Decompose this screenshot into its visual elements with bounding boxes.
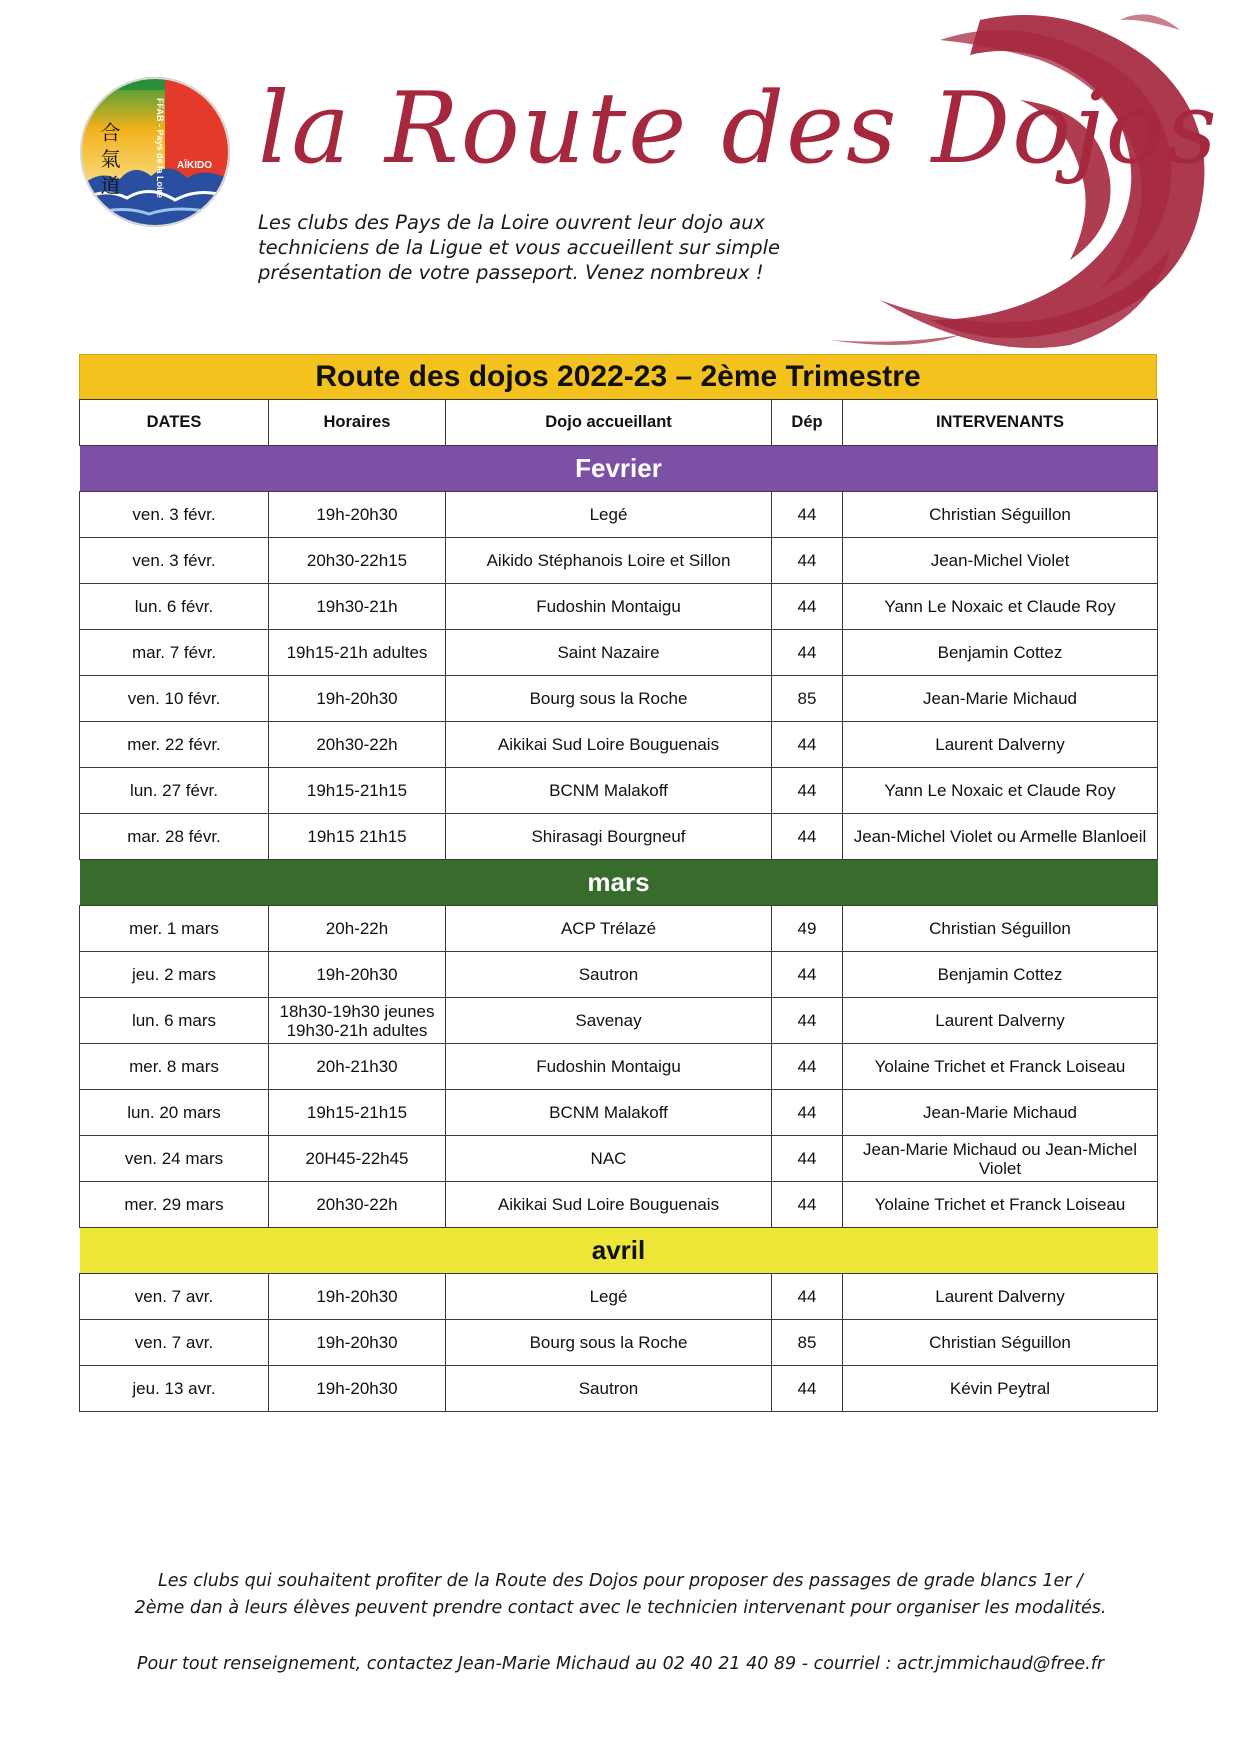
dojo-cell: Legé	[446, 492, 772, 538]
intervenants-cell: Yann Le Noxaic et Claude Roy	[843, 768, 1158, 814]
dojo-cell: Aikikai Sud Loire Bouguenais	[446, 722, 772, 768]
horaires-cell: 19h15-21h15	[269, 768, 446, 814]
horaires-cell: 19h-20h30	[269, 1274, 446, 1320]
date-cell: ven. 7 avr.	[80, 1274, 269, 1320]
footer-contact: Pour tout renseignement, contactez Jean-Marie Michaud au 02 40 21 40 89 - courriel : actr.jmmichaud@free.fr	[136, 1654, 1105, 1674]
logo-badge-text: AÏKIDO	[177, 160, 212, 171]
horaires-cell: 20H45-22h45	[269, 1136, 446, 1182]
table-row	[80, 492, 1158, 538]
horaires-cell: 19h-20h30	[269, 676, 446, 722]
date-cell: mer. 1 mars	[80, 906, 269, 952]
date-cell: lun. 6 févr.	[80, 584, 269, 630]
date-cell: lun. 6 mars	[80, 998, 269, 1044]
intervenants-cell: Christian Séguillon	[843, 492, 1158, 538]
schedule-title: Route des dojos 2022-23 – 2ème Trimestre	[79, 354, 1157, 399]
dep-cell: 44	[772, 722, 843, 768]
intervenants-cell: Yolaine Trichet et Franck Loiseau	[843, 1044, 1158, 1090]
logo-ring-text: FFAB - Pays de la Loire	[155, 98, 165, 199]
intervenants-cell: Benjamin Cottez	[843, 952, 1158, 998]
schedule-body	[80, 446, 1158, 1412]
table-row	[80, 1320, 1158, 1366]
horaires-cell: 20h30-22h	[269, 1182, 446, 1228]
date-cell: ven. 3 févr.	[80, 538, 269, 584]
dep-cell: 44	[772, 630, 843, 676]
dojo-cell: NAC	[446, 1136, 772, 1182]
dep-cell: 44	[772, 1182, 843, 1228]
dep-cell: 44	[772, 1090, 843, 1136]
dojo-cell: Legé	[446, 1274, 772, 1320]
table-row	[80, 1182, 1158, 1228]
intro-line: Les clubs des Pays de la Loire ouvrent leur dojo aux	[258, 211, 766, 234]
month-label: avril	[80, 1228, 1158, 1274]
table-row	[80, 814, 1158, 860]
date-cell: mer. 8 mars	[80, 1044, 269, 1090]
dep-cell: 44	[772, 1274, 843, 1320]
date-cell: ven. 3 févr.	[80, 492, 269, 538]
table-row	[80, 676, 1158, 722]
intervenants-cell: Jean-Marie Michaud ou Jean-Michel Violet	[843, 1136, 1158, 1182]
dep-cell: 49	[772, 906, 843, 952]
page-title: la Route des Dojos	[258, 72, 1219, 186]
month-label: mars	[80, 860, 1158, 906]
dep-cell: 44	[772, 1366, 843, 1412]
footer-note-line: Les clubs qui souhaitent profiter de la Route des Dojos pour proposer des passages de grade blancs 1er /	[158, 1571, 1083, 1591]
dep-cell: 85	[772, 1320, 843, 1366]
horaires-cell: 19h15-21h15	[269, 1090, 446, 1136]
table-row	[80, 1366, 1158, 1412]
table-row	[80, 584, 1158, 630]
column-header-dep: Dép	[772, 400, 843, 446]
horaires-cell: 20h30-22h	[269, 722, 446, 768]
intervenants-cell: Laurent Dalverny	[843, 998, 1158, 1044]
horaires-cell: 19h-20h30	[269, 492, 446, 538]
dojo-cell: Sautron	[446, 952, 772, 998]
date-cell: ven. 7 avr.	[80, 1320, 269, 1366]
dojo-cell: Aikikai Sud Loire Bouguenais	[446, 1182, 772, 1228]
date-cell: lun. 20 mars	[80, 1090, 269, 1136]
dep-cell: 44	[772, 1136, 843, 1182]
intervenants-cell: Christian Séguillon	[843, 1320, 1158, 1366]
dep-cell: 44	[772, 584, 843, 630]
horaires-cell: 19h15 21h15	[269, 814, 446, 860]
date-cell: ven. 10 févr.	[80, 676, 269, 722]
dep-cell: 44	[772, 768, 843, 814]
dep-cell: 44	[772, 952, 843, 998]
intro-line: présentation de votre passeport. Venez nombreux !	[258, 261, 764, 284]
dojo-cell: Bourg sous la Roche	[446, 1320, 772, 1366]
month-header-row	[80, 860, 1158, 906]
date-cell: mer. 22 févr.	[80, 722, 269, 768]
column-header-horaires: Horaires	[269, 400, 446, 446]
column-header-row	[80, 400, 1158, 446]
dojo-cell: Aikido Stéphanois Loire et Sillon	[446, 538, 772, 584]
dep-cell: 44	[772, 1044, 843, 1090]
dep-cell: 44	[772, 998, 843, 1044]
dojo-cell: Bourg sous la Roche	[446, 676, 772, 722]
logo-kanji: 合 氣 道	[97, 122, 121, 195]
dojo-cell: Fudoshin Montaigu	[446, 584, 772, 630]
dojo-cell: Savenay	[446, 998, 772, 1044]
table-row	[80, 630, 1158, 676]
date-cell: jeu. 13 avr.	[80, 1366, 269, 1412]
intervenants-cell: Jean-Marie Michaud	[843, 1090, 1158, 1136]
table-row	[80, 906, 1158, 952]
footer-note	[60, 1568, 1181, 1622]
intervenants-cell: Christian Séguillon	[843, 906, 1158, 952]
intervenants-cell: Jean-Michel Violet	[843, 538, 1158, 584]
dojo-cell: ACP Trélazé	[446, 906, 772, 952]
horaires-cell: 19h30-21h	[269, 584, 446, 630]
dep-cell: 85	[772, 676, 843, 722]
column-header-dates: DATES	[80, 400, 269, 446]
schedule-table	[79, 354, 1157, 1412]
dojo-cell: Sautron	[446, 1366, 772, 1412]
date-cell: mar. 7 févr.	[80, 630, 269, 676]
month-header-row	[80, 1228, 1158, 1274]
intervenants-cell: Benjamin Cottez	[843, 630, 1158, 676]
horaires-cell: 19h-20h30	[269, 1366, 446, 1412]
intervenants-cell: Yann Le Noxaic et Claude Roy	[843, 584, 1158, 630]
dojo-cell: Shirasagi Bourgneuf	[446, 814, 772, 860]
dep-cell: 44	[772, 538, 843, 584]
month-label: Fevrier	[80, 446, 1158, 492]
column-header-dojo: Dojo accueillant	[446, 400, 772, 446]
dojo-cell: BCNM Malakoff	[446, 768, 772, 814]
horaires-cell: 20h-21h30	[269, 1044, 446, 1090]
horaires-cell: 19h-20h30	[269, 952, 446, 998]
date-cell: lun. 27 févr.	[80, 768, 269, 814]
table-row	[80, 998, 1158, 1044]
horaires-cell: 19h15-21h adultes	[269, 630, 446, 676]
intervenants-cell: Laurent Dalverny	[843, 1274, 1158, 1320]
date-cell: ven. 24 mars	[80, 1136, 269, 1182]
table-row	[80, 768, 1158, 814]
intervenants-cell: Jean-Marie Michaud	[843, 676, 1158, 722]
intervenants-cell: Kévin Peytral	[843, 1366, 1158, 1412]
horaires-cell: 20h30-22h15	[269, 538, 446, 584]
month-header-row	[80, 446, 1158, 492]
date-cell: mer. 29 mars	[80, 1182, 269, 1228]
ffab-aikido-logo	[79, 76, 231, 228]
intervenants-cell: Laurent Dalverny	[843, 722, 1158, 768]
dep-cell: 44	[772, 814, 843, 860]
dep-cell: 44	[772, 492, 843, 538]
table-row	[80, 952, 1158, 998]
dojo-cell: BCNM Malakoff	[446, 1090, 772, 1136]
horaires-cell: 18h30-19h30 jeunes 19h30-21h adultes	[269, 998, 446, 1044]
horaires-cell: 19h-20h30	[269, 1320, 446, 1366]
table-row	[80, 538, 1158, 584]
intro-line: techniciens de la Ligue et vous accueillent sur simple	[258, 236, 781, 259]
intro-text	[258, 210, 818, 285]
horaires-cell: 20h-22h	[269, 906, 446, 952]
table-row	[80, 1044, 1158, 1090]
column-header-intervenants: INTERVENANTS	[843, 400, 1158, 446]
dojo-cell: Saint Nazaire	[446, 630, 772, 676]
table-row	[80, 1136, 1158, 1182]
date-cell: jeu. 2 mars	[80, 952, 269, 998]
table-row	[80, 1274, 1158, 1320]
date-cell: mar. 28 févr.	[80, 814, 269, 860]
intervenants-cell: Yolaine Trichet et Franck Loiseau	[843, 1182, 1158, 1228]
intervenants-cell: Jean-Michel Violet ou Armelle Blanloeil	[843, 814, 1158, 860]
dojo-cell: Fudoshin Montaigu	[446, 1044, 772, 1090]
table-row	[80, 1090, 1158, 1136]
footer-note-line: 2ème dan à leurs élèves peuvent prendre contact avec le technicien intervenant pour organiser les modalités.	[134, 1598, 1107, 1618]
table-row	[80, 722, 1158, 768]
